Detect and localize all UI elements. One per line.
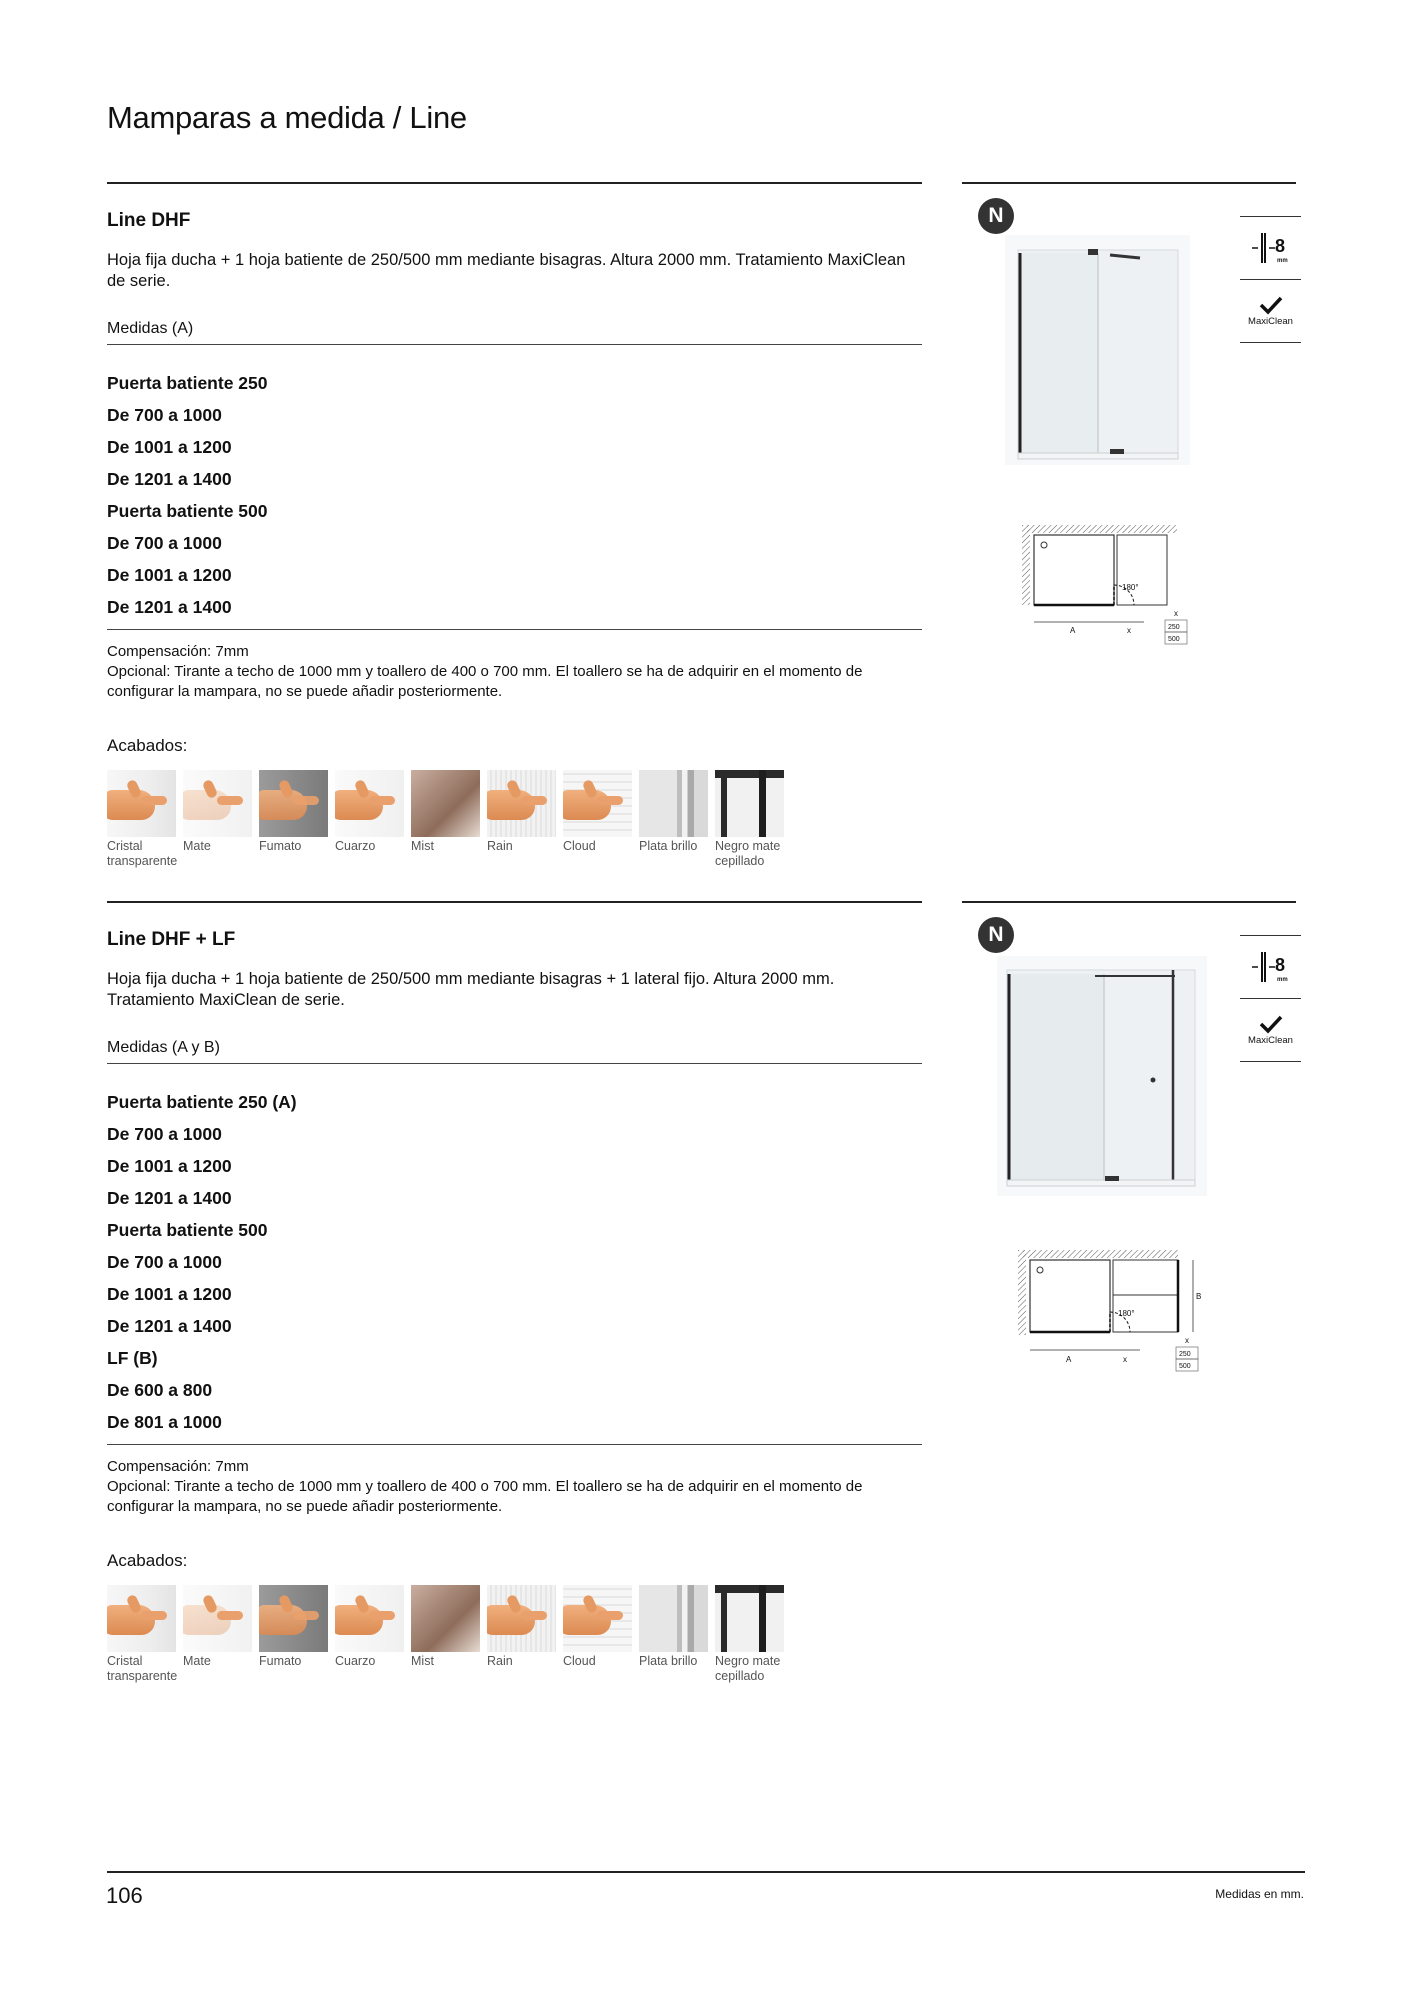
maxiclean-label: MaxiClean [1248, 316, 1293, 327]
angle-label: 180° [1122, 583, 1139, 592]
finish-swatch [107, 1585, 176, 1684]
maxiclean-icon [1240, 999, 1301, 1061]
dimension-x-top-label: x [1174, 609, 1178, 618]
finish-name: Fumato [259, 839, 302, 853]
product-description: Hoja fija ducha + 1 hoja batiente de 250/500 mm mediante bisagras. Altura 2000 mm. Tratamiento MaxiClean de serie. [107, 251, 906, 290]
size-row: LF (B) [107, 1348, 158, 1368]
thickness-8mm-icon [1240, 217, 1301, 279]
finish-swatch [335, 1585, 404, 1684]
finish-name: Rain [487, 839, 513, 853]
product-title: Line DHF [107, 210, 191, 231]
finish-chip-cloud [563, 770, 632, 837]
door-size-250: 250 [1168, 624, 1180, 631]
size-row: Puerta batiente 250 [107, 373, 268, 393]
size-row: Puerta batiente 250 (A) [107, 1092, 297, 1112]
maxiclean-icon [1240, 280, 1301, 342]
finish-chip-cristal [107, 770, 176, 837]
size-row: De 1201 a 1400 [107, 469, 232, 489]
optional-note: Opcional: Tirante a techo de 1000 mm y toallero de 400 o 700 mm. El toallero se ha de adquirir en el momento de configurar la mampara, no se puede añadir posteriormente. [107, 663, 863, 700]
finishes-label: Acabados: [107, 736, 188, 755]
page-number: 106 [106, 1883, 143, 1908]
thickness-value: 8 [1274, 955, 1285, 975]
size-row: De 1001 a 1200 [107, 1284, 232, 1304]
thickness-value: 8 [1274, 236, 1285, 256]
finish-swatch [183, 770, 252, 869]
notes [107, 642, 922, 702]
finish-chip-cloud [563, 1585, 632, 1652]
finish-swatch [639, 770, 708, 869]
new-badge: N [978, 198, 1014, 234]
footer-rule [107, 1871, 1305, 1873]
finish-swatches [107, 770, 922, 869]
size-row: De 700 a 1000 [107, 533, 222, 553]
finish-swatch [259, 770, 328, 869]
size-row: De 801 a 1000 [107, 1412, 222, 1432]
optional-note: Opcional: Tirante a techo de 1000 mm y toallero de 400 o 700 mm. El toallero se ha de adquirir en el momento de configurar la mampara, no se puede añadir posteriormente. [107, 1478, 863, 1515]
finish-chip-rain [487, 1585, 556, 1652]
angle-label: 180° [1118, 1309, 1135, 1318]
new-badge: N [978, 917, 1014, 953]
size-row: De 600 a 800 [107, 1380, 213, 1400]
finishes-label: Acabados: [107, 1551, 188, 1570]
notes [107, 1457, 922, 1517]
finish-swatch [107, 770, 176, 869]
maxiclean-label: MaxiClean [1248, 1035, 1293, 1046]
finish-swatch [259, 1585, 328, 1684]
shower-product-photo [1000, 225, 1200, 475]
plan-diagram [1018, 1245, 1213, 1385]
finish-chip-rain [487, 770, 556, 837]
size-row: De 700 a 1000 [107, 1124, 222, 1144]
finish-name: Negro mate cepillado [715, 839, 781, 868]
thickness-8mm-icon [1240, 936, 1301, 998]
thickness-unit: mm [1276, 258, 1288, 264]
finish-name: Cloud [563, 1654, 596, 1668]
dimension-a-label: A [1066, 1355, 1072, 1364]
shower-product-photo [995, 948, 1210, 1203]
dimension-x-label: x [1123, 1355, 1127, 1364]
door-size-500: 500 [1168, 636, 1180, 643]
finish-chip-negro [715, 1585, 784, 1652]
size-row: De 1201 a 1400 [107, 1316, 232, 1336]
product-title: Line DHF + LF [107, 929, 236, 950]
size-row: De 700 a 1000 [107, 1252, 222, 1272]
finish-chip-fumato [259, 1585, 328, 1652]
size-row: De 1001 a 1200 [107, 1156, 232, 1176]
finish-chip-plata [639, 1585, 708, 1652]
finish-name: Cloud [563, 839, 596, 853]
size-list [107, 367, 922, 623]
product-section-line-dhf-lf [107, 929, 922, 1684]
finish-swatch [411, 1585, 480, 1684]
door-size-250: 250 [1179, 1351, 1191, 1358]
finish-name: Cuarzo [335, 839, 376, 853]
finish-chip-cuarzo [335, 1585, 404, 1652]
compensation-note: Compensación: 7mm [107, 643, 249, 660]
finish-name: Mist [411, 1654, 434, 1668]
finish-chip-fumato [259, 770, 328, 837]
finish-chip-cristal [107, 1585, 176, 1652]
size-row: De 1201 a 1400 [107, 1188, 232, 1208]
finish-swatch [715, 770, 784, 869]
finish-chip-negro [715, 770, 784, 837]
size-row: De 1001 a 1200 [107, 565, 232, 585]
finish-name: Mate [183, 839, 211, 853]
dimension-b-label: B [1196, 1292, 1202, 1301]
finish-chip-mist [411, 770, 480, 837]
dimension-x-label: x [1127, 626, 1131, 635]
compensation-note: Compensación: 7mm [107, 1458, 249, 1475]
finish-swatch [487, 770, 556, 869]
size-list [107, 1086, 922, 1438]
finish-chip-mate [183, 1585, 252, 1652]
sizes-end-rule [107, 629, 922, 630]
size-row: Puerta batiente 500 [107, 501, 268, 521]
finish-name: Fumato [259, 1654, 302, 1668]
finish-swatches [107, 1585, 922, 1684]
product-description: Hoja fija ducha + 1 hoja batiente de 250/500 mm mediante bisagras + 1 lateral fijo. Altura 2000 mm. Tratamiento MaxiClean de serie. [107, 970, 835, 1009]
thickness-unit: mm [1276, 977, 1288, 983]
finish-name: Negro mate cepillado [715, 1654, 781, 1683]
finish-swatch [563, 770, 632, 869]
plan-diagram [1022, 520, 1202, 655]
finish-chip-mate [183, 770, 252, 837]
size-row: De 1201 a 1400 [107, 597, 232, 617]
measures-label: Medidas (A) [107, 320, 194, 337]
finish-name: Cristal transparente [107, 1654, 178, 1683]
door-size-500: 500 [1179, 1363, 1191, 1370]
finish-name: Mist [411, 839, 434, 853]
size-row: De 1001 a 1200 [107, 437, 232, 457]
measures-rule [107, 1063, 922, 1064]
finish-name: Rain [487, 1654, 513, 1668]
finish-swatch [411, 770, 480, 869]
finish-swatch [639, 1585, 708, 1684]
finish-name: Plata brillo [639, 1654, 698, 1668]
finish-swatch [183, 1585, 252, 1684]
finish-name: Cuarzo [335, 1654, 376, 1668]
section-divider [107, 182, 922, 184]
finish-name: Mate [183, 1654, 211, 1668]
finish-chip-mist [411, 1585, 480, 1652]
product-section-line-dhf [107, 210, 922, 869]
size-row: De 700 a 1000 [107, 405, 222, 425]
sizes-end-rule [107, 1444, 922, 1445]
measures-label: Medidas (A y B) [107, 1039, 220, 1056]
feature-icons [1240, 935, 1301, 1062]
measures-rule [107, 344, 922, 345]
footer-note: Medidas en mm. [1215, 1887, 1304, 1901]
image-divider [962, 901, 1296, 903]
section-divider [107, 901, 922, 903]
dimension-a-label: A [1070, 626, 1076, 635]
finish-swatch [715, 1585, 784, 1684]
image-divider [962, 182, 1296, 184]
finish-chip-plata [639, 770, 708, 837]
size-row: Puerta batiente 500 [107, 1220, 268, 1240]
finish-swatch [563, 1585, 632, 1684]
feature-icons [1240, 216, 1301, 343]
finish-name: Cristal transparente [107, 839, 178, 868]
dimension-x-top-label: x [1185, 1336, 1189, 1345]
finish-swatch [335, 770, 404, 869]
finish-swatch [487, 1585, 556, 1684]
finish-name: Plata brillo [639, 839, 698, 853]
page-title: Mamparas a medida / Line [107, 100, 467, 135]
finish-chip-cuarzo [335, 770, 404, 837]
